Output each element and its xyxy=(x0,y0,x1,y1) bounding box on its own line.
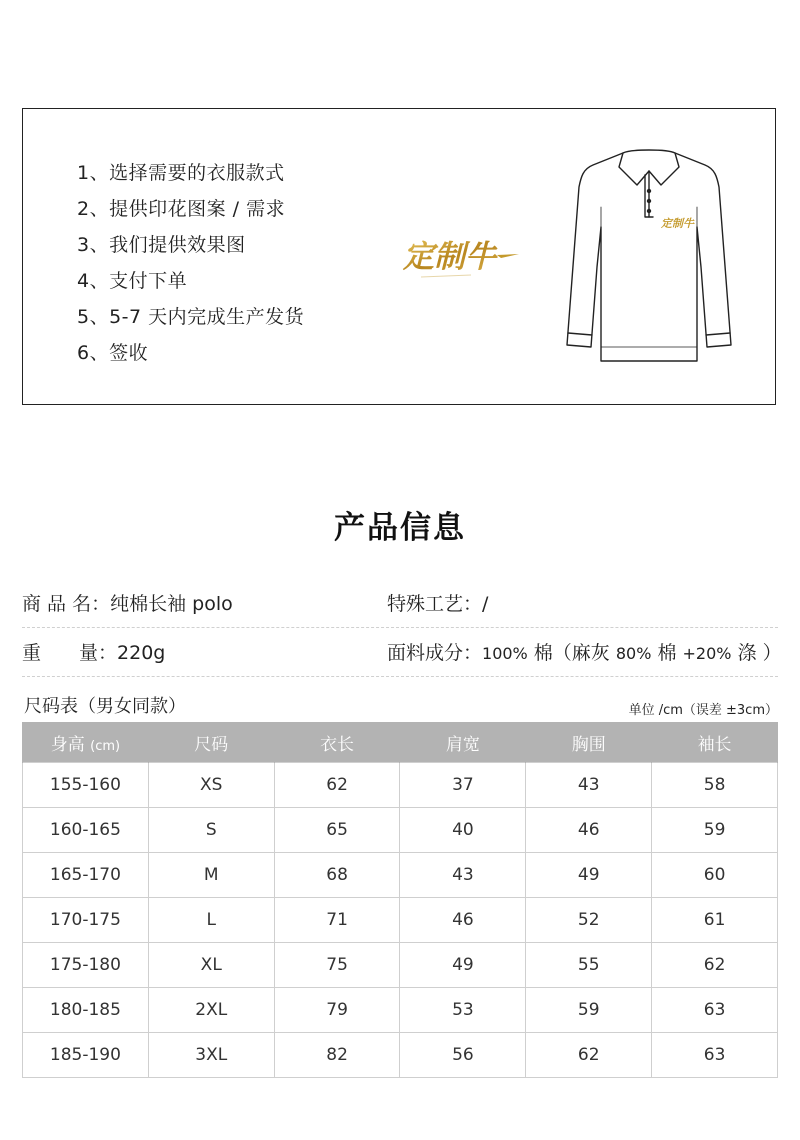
table-cell: 65 xyxy=(274,808,400,853)
fabric-field xyxy=(387,638,782,665)
info-row xyxy=(22,578,778,628)
table-row xyxy=(23,853,778,898)
table-row xyxy=(23,1033,778,1078)
table-row xyxy=(23,763,778,808)
table-cell: 62 xyxy=(652,943,778,988)
brand-logo xyxy=(401,227,521,285)
table-cell: S xyxy=(148,808,274,853)
fabric-value-part: 80% xyxy=(615,644,652,663)
table-cell: 43 xyxy=(526,763,652,808)
table-cell: 53 xyxy=(400,988,526,1033)
table-cell: 82 xyxy=(274,1033,400,1078)
table-cell: 155-160 xyxy=(23,763,149,808)
header-height-unit: (cm) xyxy=(90,738,121,754)
table-cell: 165-170 xyxy=(23,853,149,898)
product-info-title: 产品信息 xyxy=(334,510,466,546)
size-table xyxy=(22,722,778,1078)
fabric-value-part: +20% xyxy=(682,644,732,663)
table-row xyxy=(23,988,778,1033)
size-table-caption: 尺码表（男女同款） xyxy=(24,696,186,717)
table-cell: 2XL xyxy=(148,988,274,1033)
shirt-logo-text: 定制牛 xyxy=(661,217,694,230)
weight-label: 重 量： xyxy=(22,642,118,664)
table-cell: 56 xyxy=(400,1033,526,1078)
table-cell: 37 xyxy=(400,763,526,808)
product-name-value: 纯棉长袖 polo xyxy=(110,593,233,615)
table-cell: 75 xyxy=(274,943,400,988)
size-table-header-row xyxy=(23,722,778,763)
process-step: 2、提供印花图案 / 需求 xyxy=(77,198,286,220)
header-height-label: 身高 xyxy=(50,734,85,755)
craft-field xyxy=(387,589,488,616)
craft-label: 特殊工艺： xyxy=(387,593,483,615)
table-cell: 52 xyxy=(526,898,652,943)
process-steps xyxy=(77,155,304,371)
info-row xyxy=(22,627,782,677)
weight-field xyxy=(22,638,165,665)
table-cell: 49 xyxy=(526,853,652,898)
product-name-label: 商 品 名： xyxy=(22,593,111,615)
table-row xyxy=(23,943,778,988)
table-cell: 43 xyxy=(400,853,526,898)
table-row xyxy=(23,898,778,943)
table-cell: 58 xyxy=(652,763,778,808)
header-sleeve: 袖长 xyxy=(652,722,778,763)
table-cell: 59 xyxy=(526,988,652,1033)
table-cell: 60 xyxy=(652,853,778,898)
weight-value: 220g xyxy=(117,642,166,664)
product-name-field xyxy=(22,589,233,616)
table-cell: 79 xyxy=(274,988,400,1033)
process-box xyxy=(22,108,776,405)
fabric-value-part: 100% xyxy=(482,644,528,663)
header-length: 衣长 xyxy=(274,722,400,763)
table-cell: 40 xyxy=(400,808,526,853)
table-cell: 63 xyxy=(652,1033,778,1078)
table-cell: 62 xyxy=(526,1033,652,1078)
fabric-value-part: 棉（麻灰 xyxy=(527,642,616,664)
process-step: 5、5-7 天内完成生产发货 xyxy=(77,306,305,328)
table-cell: 63 xyxy=(652,988,778,1033)
table-cell: L xyxy=(148,898,274,943)
table-row xyxy=(23,808,778,853)
table-cell: 49 xyxy=(400,943,526,988)
header-height xyxy=(23,722,149,763)
table-cell: XS xyxy=(148,763,274,808)
polo-shirt-illustration xyxy=(561,147,737,369)
table-cell: 185-190 xyxy=(23,1033,149,1078)
process-step: 1、选择需要的衣服款式 xyxy=(77,162,285,184)
unit-note: 单位 /cm（误差 ±3cm） xyxy=(628,703,778,718)
header-size: 尺码 xyxy=(148,722,274,763)
table-cell: 68 xyxy=(274,853,400,898)
table-cell: 46 xyxy=(526,808,652,853)
table-cell: XL xyxy=(148,943,274,988)
table-cell: 160-165 xyxy=(23,808,149,853)
fabric-value-part: 涤 ） xyxy=(731,642,782,664)
table-cell: 175-180 xyxy=(23,943,149,988)
brand-logo-text: 定制牛 xyxy=(403,239,496,275)
table-cell: 59 xyxy=(652,808,778,853)
table-cell: 62 xyxy=(274,763,400,808)
header-shoulder: 肩宽 xyxy=(400,722,526,763)
table-cell: 55 xyxy=(526,943,652,988)
table-cell: 46 xyxy=(400,898,526,943)
process-step: 6、签收 xyxy=(77,342,149,364)
table-cell: 3XL xyxy=(148,1033,274,1078)
table-cell: 170-175 xyxy=(23,898,149,943)
fabric-value-part: 棉 xyxy=(651,642,683,664)
fabric-label: 面料成分： xyxy=(387,642,483,664)
process-step: 4、支付下单 xyxy=(77,270,188,292)
table-cell: 71 xyxy=(274,898,400,943)
table-cell: M xyxy=(148,853,274,898)
header-chest: 胸围 xyxy=(526,722,652,763)
process-step: 3、我们提供效果图 xyxy=(77,234,246,256)
table-cell: 180-185 xyxy=(23,988,149,1033)
craft-value: / xyxy=(482,593,489,615)
table-cell: 61 xyxy=(652,898,778,943)
